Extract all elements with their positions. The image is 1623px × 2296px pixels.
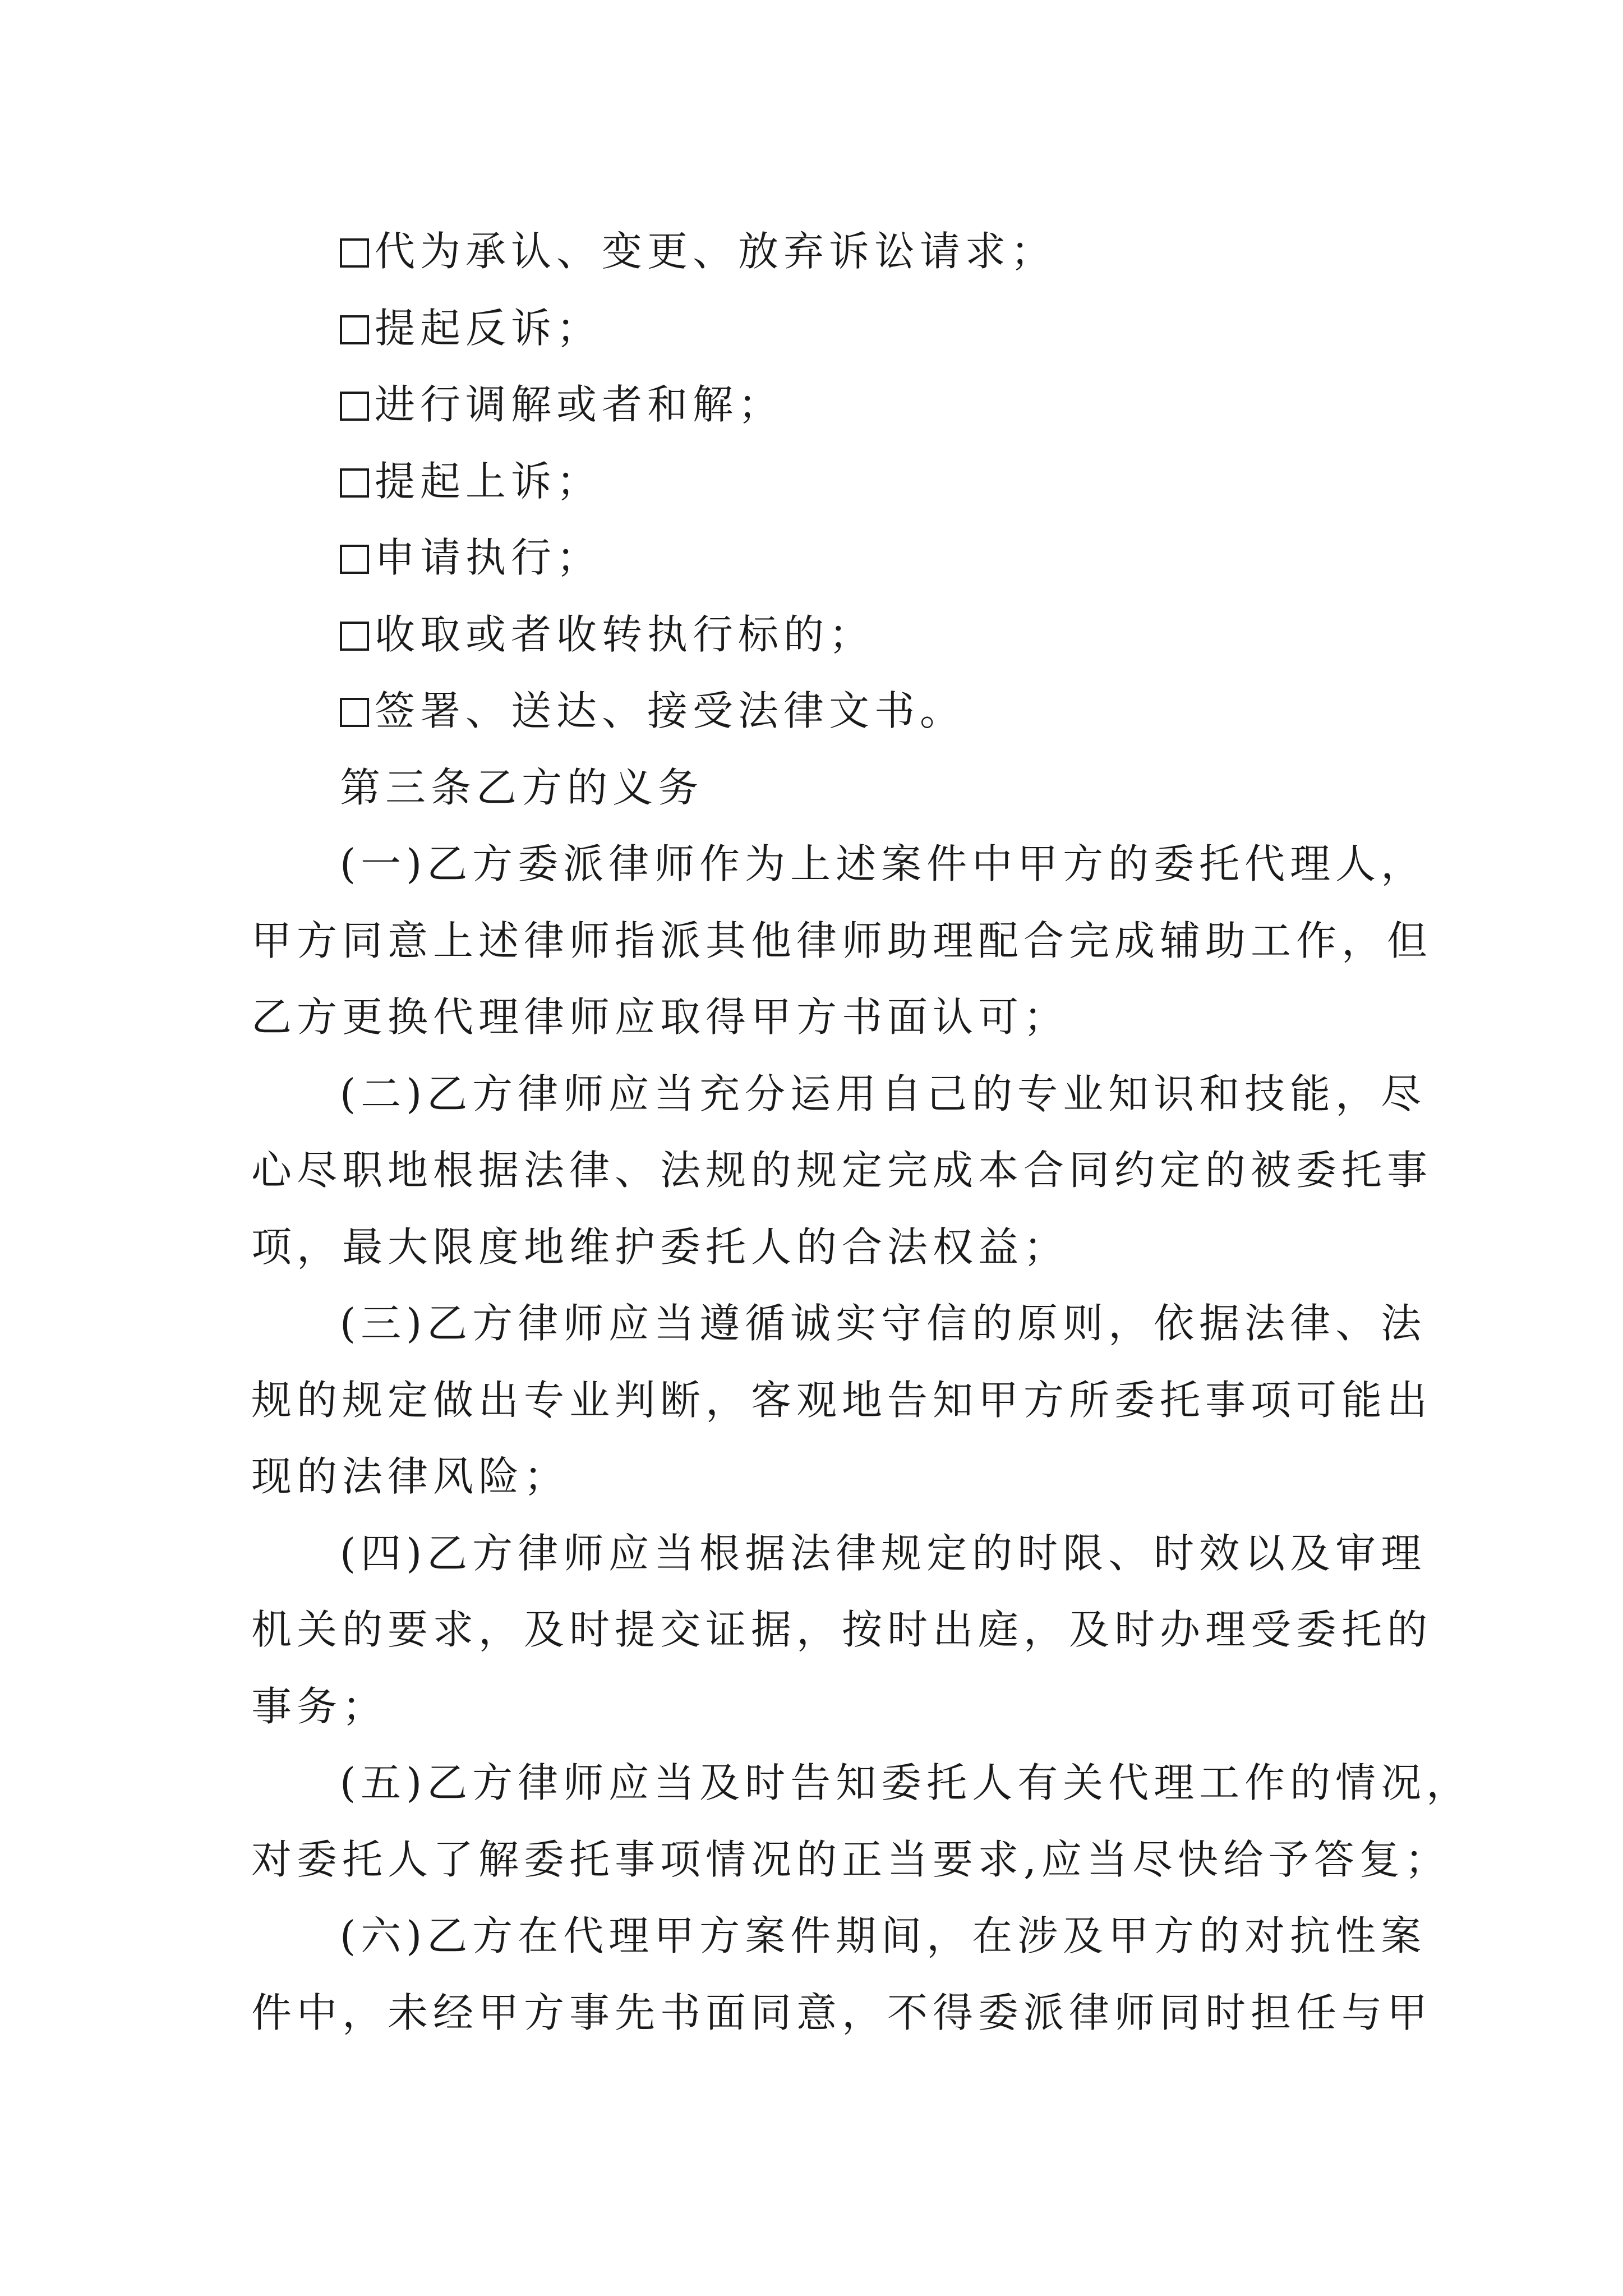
checkbox-icon[interactable] (340, 545, 369, 574)
checklist-item-text: 代为承认、变更、放弃诉讼请求； (375, 228, 1057, 275)
paragraph-line: (三)乙方律师应当遵循诚实守信的原则，依据法律、法 (340, 1300, 1427, 1347)
paragraph-line: 机关的要求，及时提交证据，按时出庭，及时办理受委托的 (251, 1606, 1433, 1653)
paragraph-line: 项，最大限度地维护委托人的合法权益； (251, 1223, 1069, 1271)
paragraph-line: 心尽职地根据法律、法规的规定完成本合同约定的被委托事 (251, 1147, 1433, 1194)
checkbox-icon[interactable] (340, 315, 369, 344)
paragraph-line: 规的规定做出专业判断，客观地告知甲方所委托事项可能出 (251, 1376, 1433, 1424)
paragraph-line: 对委托人了解委托事项情况的正当要求,应当尽快给予答复； (251, 1835, 1450, 1883)
checklist-item (251, 673, 1390, 749)
checkbox-icon[interactable] (340, 622, 369, 651)
checklist-item (251, 519, 1390, 596)
paragraph-4 (251, 1515, 1433, 1745)
paragraph-line: (二)乙方律师应当充分运用自己的专业知识和技能，尽 (340, 1070, 1427, 1117)
paragraph-line: (四)乙方律师应当根据法律规定的时限、时效以及审理 (340, 1529, 1427, 1577)
checklist-item-text: 签署、送达、接受法律文书。 (375, 687, 966, 734)
document-body (251, 213, 1472, 2051)
paragraph-1 (251, 826, 1433, 1056)
checklist-item-text: 提起上诉； (375, 457, 602, 505)
paragraph-line: (一)乙方委派律师作为上述案件中甲方的委托代理人， (340, 840, 1427, 887)
section-heading: 第三条乙方的义务 (340, 763, 704, 811)
checklist-item (251, 443, 1390, 520)
checklist-item (251, 290, 1390, 367)
paragraph-line: (五)乙方律师应当及时告知委托人有关代理工作的情况， (340, 1759, 1472, 1806)
paragraph-3 (251, 1285, 1433, 1515)
checklist-item-text: 收取或者收转执行标的； (375, 610, 875, 658)
checkbox-icon[interactable] (340, 468, 369, 498)
paragraph-6 (251, 1898, 1433, 2051)
checklist-item-text: 申请执行； (375, 534, 602, 581)
checklist-item-text: 进行调解或者和解； (375, 381, 784, 428)
checklist-item-text: 提起反诉； (375, 304, 602, 352)
checkbox-icon[interactable] (340, 698, 369, 727)
paragraph-line: 事务； (251, 1682, 388, 1730)
paragraph-5 (251, 1745, 1472, 1898)
checklist-item (251, 213, 1390, 290)
paragraph-line: 件中，未经甲方事先书面同意，不得委派律师同时担任与甲 (251, 1989, 1433, 2036)
checklist-item (251, 596, 1390, 673)
checkbox-icon[interactable] (340, 392, 369, 421)
paragraph-line: 甲方同意上述律师指派其他律师助理配合完成辅助工作，但 (251, 917, 1433, 964)
paragraph-line: (六)乙方在代理甲方案件期间，在涉及甲方的对抗性案 (340, 1912, 1427, 1959)
paragraph-2 (251, 1056, 1433, 1286)
checklist-item (251, 366, 1390, 443)
paragraph-line: 乙方更换代理律师应取得甲方书面认可； (251, 993, 1069, 1041)
checkbox-icon[interactable] (340, 238, 369, 268)
paragraph-line: 现的法律风险； (251, 1453, 570, 1500)
